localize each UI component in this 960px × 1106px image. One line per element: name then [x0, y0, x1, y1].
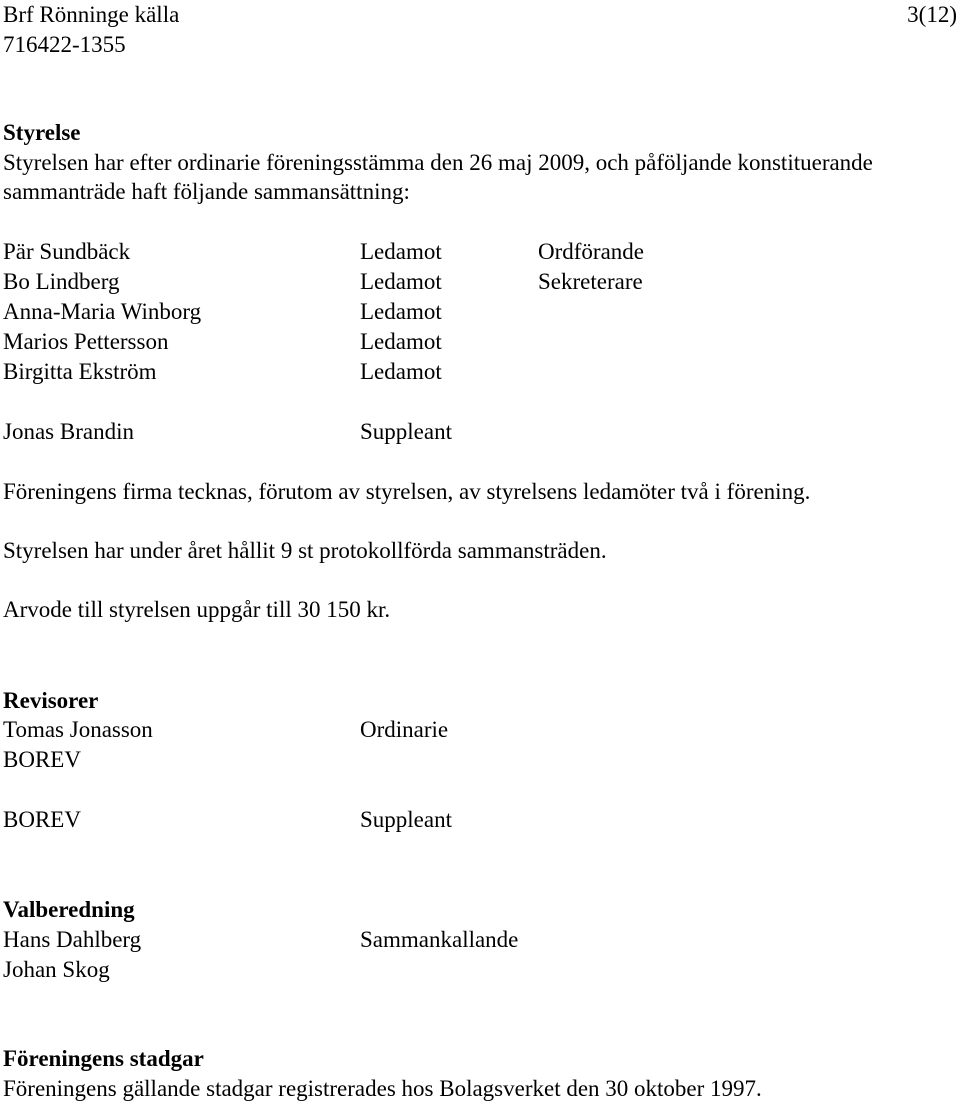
valberedning-heading: Valberedning [3, 897, 135, 922]
signing-text: Föreningens firma tecknas, förutom av styrelsen, av styrelsens ledamöter två i förening. [3, 479, 811, 504]
deputy-name: Jonas Brandin [3, 419, 134, 444]
board-member-name: Birgitta Ekström [3, 359, 157, 384]
auditor-role: Suppleant [360, 807, 452, 832]
stadgar-heading: Föreningens stadgar [3, 1046, 204, 1071]
deputy-role: Suppleant [360, 419, 452, 444]
styrelse-intro-line2: sammanträde haft följande sammansättning: [3, 179, 410, 204]
board-member-name: Anna-Maria Winborg [3, 299, 202, 324]
board-member-role: Ledamot [360, 299, 442, 324]
board-member-name: Marios Pettersson [3, 329, 169, 354]
board-member-role: Ledamot [360, 329, 442, 354]
auditor-name: BOREV [3, 807, 81, 832]
org-number: 716422-1355 [3, 32, 126, 57]
stadgar-text: Föreningens gällande stadgar registrerades hos Bolagsverket den 30 oktober 1997. [3, 1076, 762, 1101]
styrelse-heading: Styrelse [3, 120, 81, 145]
auditor-name: BOREV [3, 747, 81, 772]
board-member-role: Ledamot [360, 359, 442, 384]
board-member-role: Ledamot [360, 269, 442, 294]
board-member-role: Ledamot [360, 239, 442, 264]
board-member-name: Pär Sundbäck [3, 239, 131, 264]
revisorer-heading: Revisorer [3, 688, 99, 713]
board-member-name: Bo Lindberg [3, 269, 120, 294]
meetings-text: Styrelsen har under året hållit 9 st protokollförda sammansträden. [3, 538, 607, 563]
fee-text: Arvode till styrelsen uppgår till 30 150 kr. [3, 597, 391, 622]
board-member-title: Sekreterare [538, 269, 643, 294]
styrelse-intro-line1: Styrelsen har efter ordinarie föreningsstämma den 26 maj 2009, och påföljande konstituerande [3, 150, 873, 175]
auditor-role: Ordinarie [360, 717, 449, 742]
auditor-name: Tomas Jonasson [3, 717, 153, 742]
org-name: Brf Rönninge källa [3, 2, 180, 27]
board-member-title: Ordförande [538, 239, 645, 264]
page-number: 3(12) [907, 2, 957, 27]
nomination-name: Hans Dahlberg [3, 927, 142, 952]
nomination-name: Johan Skog [3, 957, 110, 982]
nomination-role: Sammankallande [360, 927, 519, 952]
